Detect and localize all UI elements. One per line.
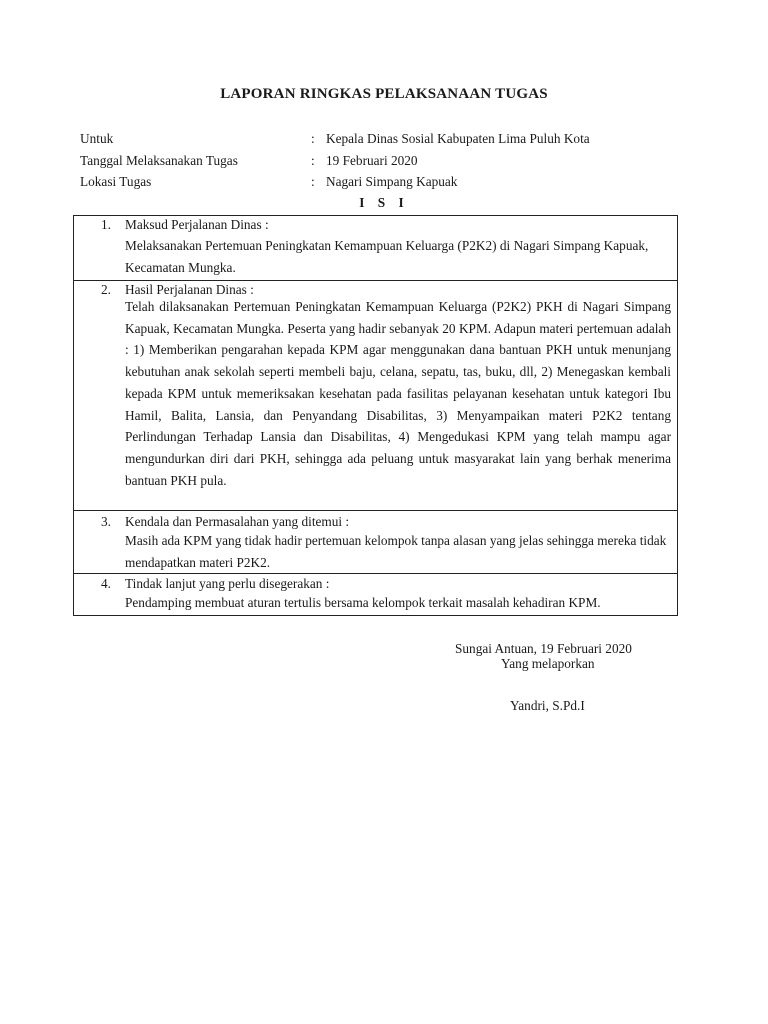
meta-colon: : bbox=[311, 174, 315, 189]
signature-place-date: Sungai Antuan, 19 Februari 2020 bbox=[455, 641, 632, 656]
meta-label: Lokasi Tugas bbox=[80, 174, 152, 189]
section-number: 2. bbox=[101, 282, 111, 297]
meta-value: Nagari Simpang Kapuak bbox=[326, 174, 458, 189]
section-body: Pendamping membuat aturan tertulis bersama kelompok terkait masalah kehadiran KPM. bbox=[125, 595, 601, 610]
content-table bbox=[73, 215, 678, 616]
section-heading: Maksud Perjalanan Dinas : bbox=[125, 217, 269, 232]
meta-label: Tanggal Melaksanakan Tugas bbox=[80, 153, 238, 168]
meta-colon: : bbox=[311, 153, 315, 168]
signature-role: Yang melaporkan bbox=[501, 656, 595, 671]
section-heading: Hasil Perjalanan Dinas : bbox=[125, 282, 254, 297]
document-title: LAPORAN RINGKAS PELAKSANAAN TUGAS bbox=[220, 86, 548, 102]
section-body: Telah dilaksanakan Pertemuan Peningkatan Kemampuan Keluarga (P2K2) PKH di Nagari Simpang Kapuak, Kecamatan Mungka. Peserta yang hadir sebanyak 20 KPM. Adapun materi pertemuan adalah : 1) Memberikan pengarahan kepada KPM agar menggunakan dana bantuan PKH untuk menunjang kebutuhan anak sekolah seperti membeli baju, celana, sepatu, tas, buku, dll, 2) Menegaskan kembali kepada KPM untuk memeriksakan kesehatan pada fasilitas pelayanan kesehatan untuk kategori Ibu Hamil, Balita, Lansia, dan Penyandang Disabilitas, 3) Menyampaikan materi P2K2 tentang Perlindungan Terhadap Lansia dan Disabilitas, 4) Mengedukasi KPM yang telah mampu agar mengundurkan diri dari PKH, sehingga ada peluang untuk masyarakat lain yang berhak menerima bantuan PKH pula. bbox=[125, 299, 671, 488]
meta-label: Untuk bbox=[80, 131, 114, 146]
section-heading: Kendala dan Permasalahan yang ditemui : bbox=[125, 514, 350, 529]
meta-value: Kepala Dinas Sosial Kabupaten Lima Puluh Kota bbox=[326, 131, 590, 146]
section-body: Melaksanakan Pertemuan Peningkatan Kemampuan Keluarga (P2K2) di Nagari Simpang Kapuak, Kecamatan Mungka. bbox=[125, 238, 649, 275]
row-divider bbox=[74, 573, 677, 574]
row-divider bbox=[74, 510, 677, 511]
section-number: 3. bbox=[101, 514, 111, 529]
meta-colon: : bbox=[311, 131, 315, 146]
isi-heading: I S I bbox=[359, 195, 409, 210]
section-heading: Tindak lanjut yang perlu disegerakan : bbox=[125, 576, 330, 591]
section-number: 1. bbox=[101, 217, 111, 232]
meta-value: 19 Februari 2020 bbox=[326, 153, 418, 168]
section-body: Masih ada KPM yang tidak hadir pertemuan kelompok tanpa alasan yang jelas sehingga mereka tidak mendapatkan materi P2K2. bbox=[125, 533, 667, 570]
signature-name: Yandri, S.Pd.I bbox=[510, 698, 585, 713]
section-number: 4. bbox=[101, 576, 111, 591]
